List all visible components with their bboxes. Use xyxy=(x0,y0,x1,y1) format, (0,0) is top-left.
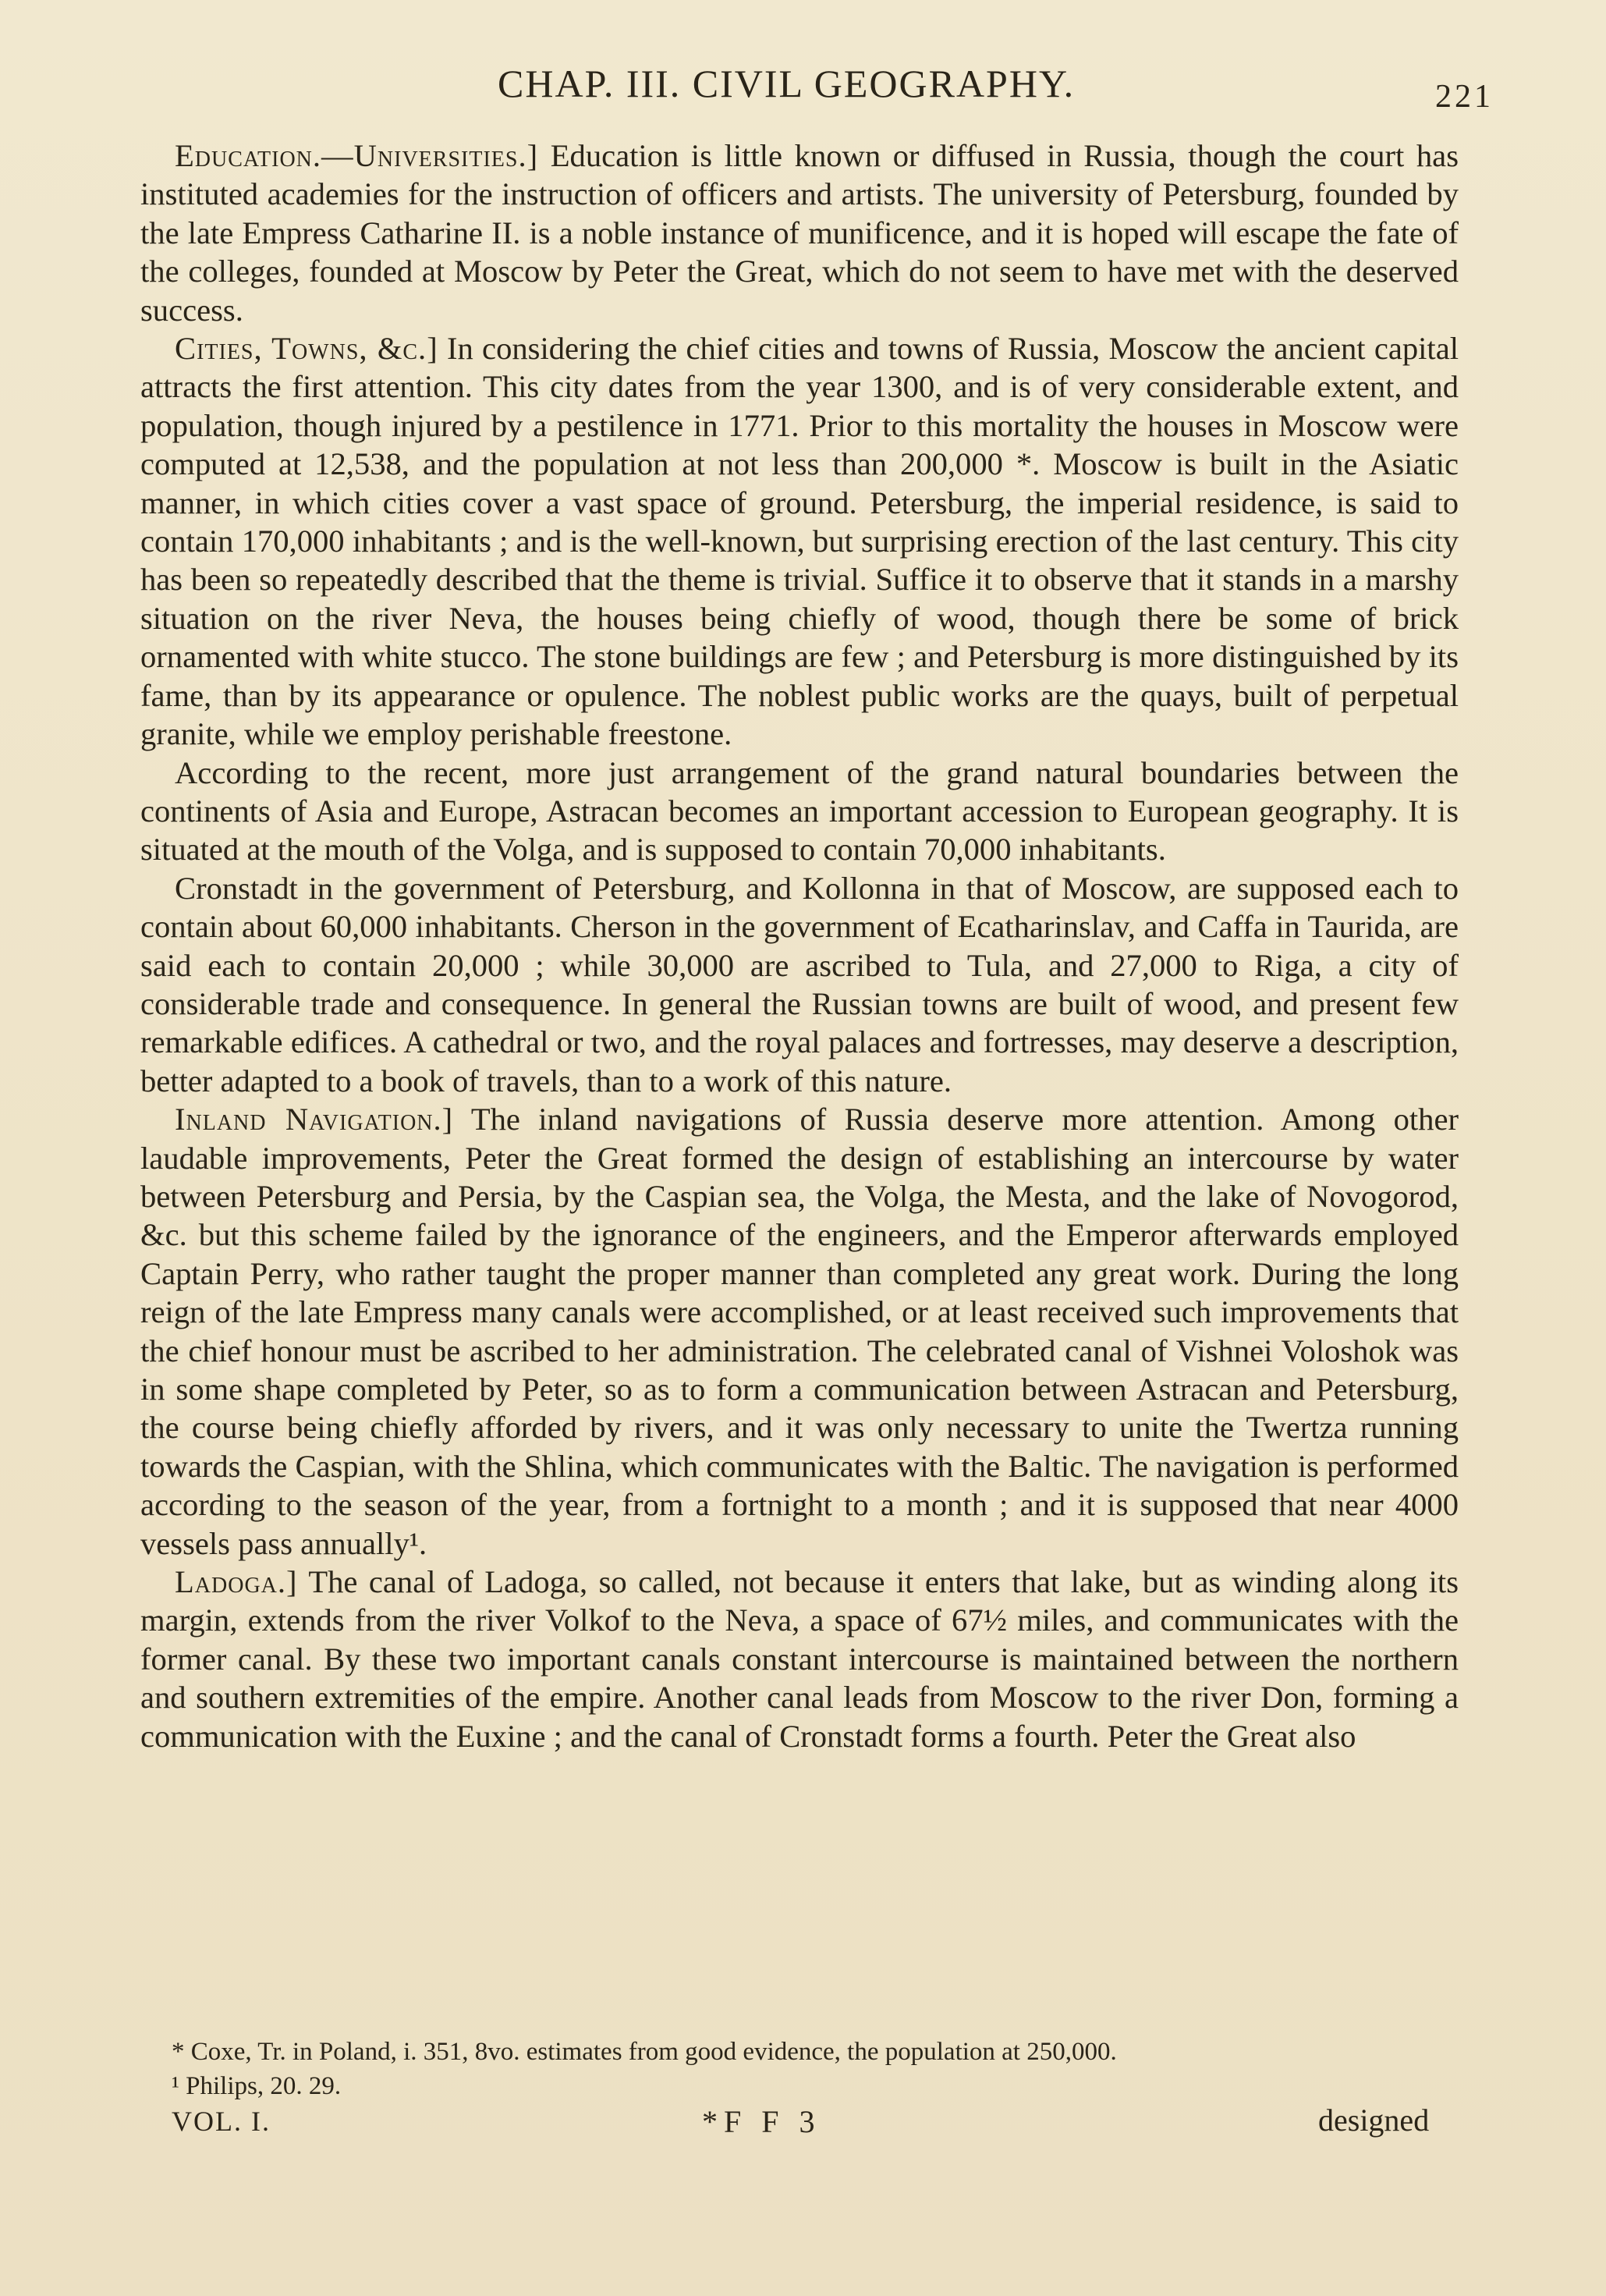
volume-label: VOL. I. xyxy=(172,2106,271,2137)
page-footer xyxy=(0,2099,1606,2145)
paragraph-inland-navigation xyxy=(140,1100,1459,1563)
paragraph-text: According to the recent, more just arrangement of the grand natural boundaries between the continents of Asia and Europe, Astracan becomes an important accession to European geography. It is situated at the mouth of the Volga, and is supposed to contain 70,000 inhabitants. xyxy=(140,754,1459,868)
page-number: 221 xyxy=(1435,79,1494,115)
section-heading-education: Education.—Universities.] xyxy=(175,138,539,173)
paragraph-text: The canal of Ladoga, so called, not because it enters that lake, but as winding along its margin, extends from the river Volkof to the Neva, a space of 67½ miles, and communicates with the former canal. By these two important canals constant intercourse is maintained between the northern and southern extremities of the empire. Another canal leads from Moscow to the river Don, forming a communication with the Euxine ; and the canal of Cronstadt forms a fourth. Peter the Great also xyxy=(140,1564,1459,1754)
paragraph-astracan xyxy=(140,754,1459,869)
section-heading-inland-navigation: Inland Navigation.] xyxy=(175,1102,454,1137)
paragraph-cities xyxy=(140,329,1459,753)
body-text xyxy=(140,137,1459,1755)
paragraph-text: Cronstadt in the government of Petersburg, and Kollonna in that of Moscow, are supposed each to contain about 60,000 inhabitants. Cherson in the government of Ecatharinslav, and Caffa in Taurida, are said each to contain 20,000 ; while 30,000 are ascribed to Tula, and 27,000 to Riga, a city of considerable trade and consequence. In general the Russian towns are built of wood, and present few remarkable edifices. A cathedral or two, and the royal palaces and fortresses, may deserve a description, better adapted to a book of travels, than to a work of this nature. xyxy=(140,870,1459,1098)
paragraph-ladoga xyxy=(140,1563,1459,1755)
paragraph-education xyxy=(140,137,1459,329)
section-heading-cities: Cities, Towns, &c.] xyxy=(175,331,438,367)
signature-mark: *F F 3 xyxy=(702,2104,821,2139)
paragraph-text: In considering the chief cities and towns of Russia, Moscow the ancient capital attracts the first attention. This city dates from the year 1300, and is of very considerable extent, and population, though injured by a pestilence in 1771. Prior to this mortality the houses in Moscow were computed at 12,538, and the population at not less than 200,000 *. Moscow is built in the Asiatic manner, in which cities cover a vast space of ground. Petersburg, the imperial residence, is said to contain 170,000 inhabitants ; and is the well-known, but surprising erection of the last century. This city has been so repeatedly described that the theme is trivial. Suffice it to observe that it stands in a marshy situation on the river Neva, the houses being chiefly of wood, though there be some of brick ornamented with white stucco. The stone buildings are few ; and Petersburg is more distinguished by its fame, than by its appearance or opulence. The noblest public works are the quays, built of perpetual granite, while we employ perishable freestone. xyxy=(140,331,1459,752)
paragraph-text: Education is little known or diffused in Russia, though the court has instituted academies for the instruction of officers and artists. The university of Petersburg, founded by the late Empress Catharine II. is a noble instance of munificence, and it is hoped will escape the fate of the colleges, founded at Moscow by Peter the Great, which do not seem to have met with the deserved success. xyxy=(140,138,1459,328)
footnotes xyxy=(140,2035,1459,2103)
paragraph-cronstadt xyxy=(140,869,1459,1100)
section-heading-ladoga: Ladoga.] xyxy=(175,1564,298,1600)
paragraph-text: The inland navigations of Russia deserve more attention. Among other laudable improvements, Peter the Great formed the design of establishing an intercourse by water between Petersburg and Persia, by the Caspian sea, the Volga, the Mesta, and the lake of Novogorod, &c. but this scheme failed by the ignorance of the engineers, and the Emperor afterwards employed Captain Perry, who rather taught the proper manner than completed any great work. During the long reign of the late Empress many canals were accomplished, or at least received such improvements that the chief honour must be ascribed to her administration. The celebrated canal of Vishnei Voloshok was in some shape completed by Peter, so as to form a communication between Astracan and Petersburg, the course being chiefly afforded by rivers, and it was only necessary to unite the Twertza running towards the Caspian, with the Shlina, which communicates with the Baltic. The navigation is performed according to the season of the year, from a fortnight to a month ; and it is supposed that near 4000 vessels pass annually¹. xyxy=(140,1102,1459,1561)
running-head xyxy=(0,61,1606,115)
running-title: CHAP. III. CIVIL GEOGRAPHY. xyxy=(498,62,1076,105)
catchword: designed xyxy=(1318,2103,1430,2138)
footnote: ¹ Philips, 20. 29. xyxy=(172,2072,342,2100)
footnote: * Coxe, Tr. in Poland, i. 351, 8vo. estimates from good evidence, the population at 250,000. xyxy=(172,2038,1117,2066)
